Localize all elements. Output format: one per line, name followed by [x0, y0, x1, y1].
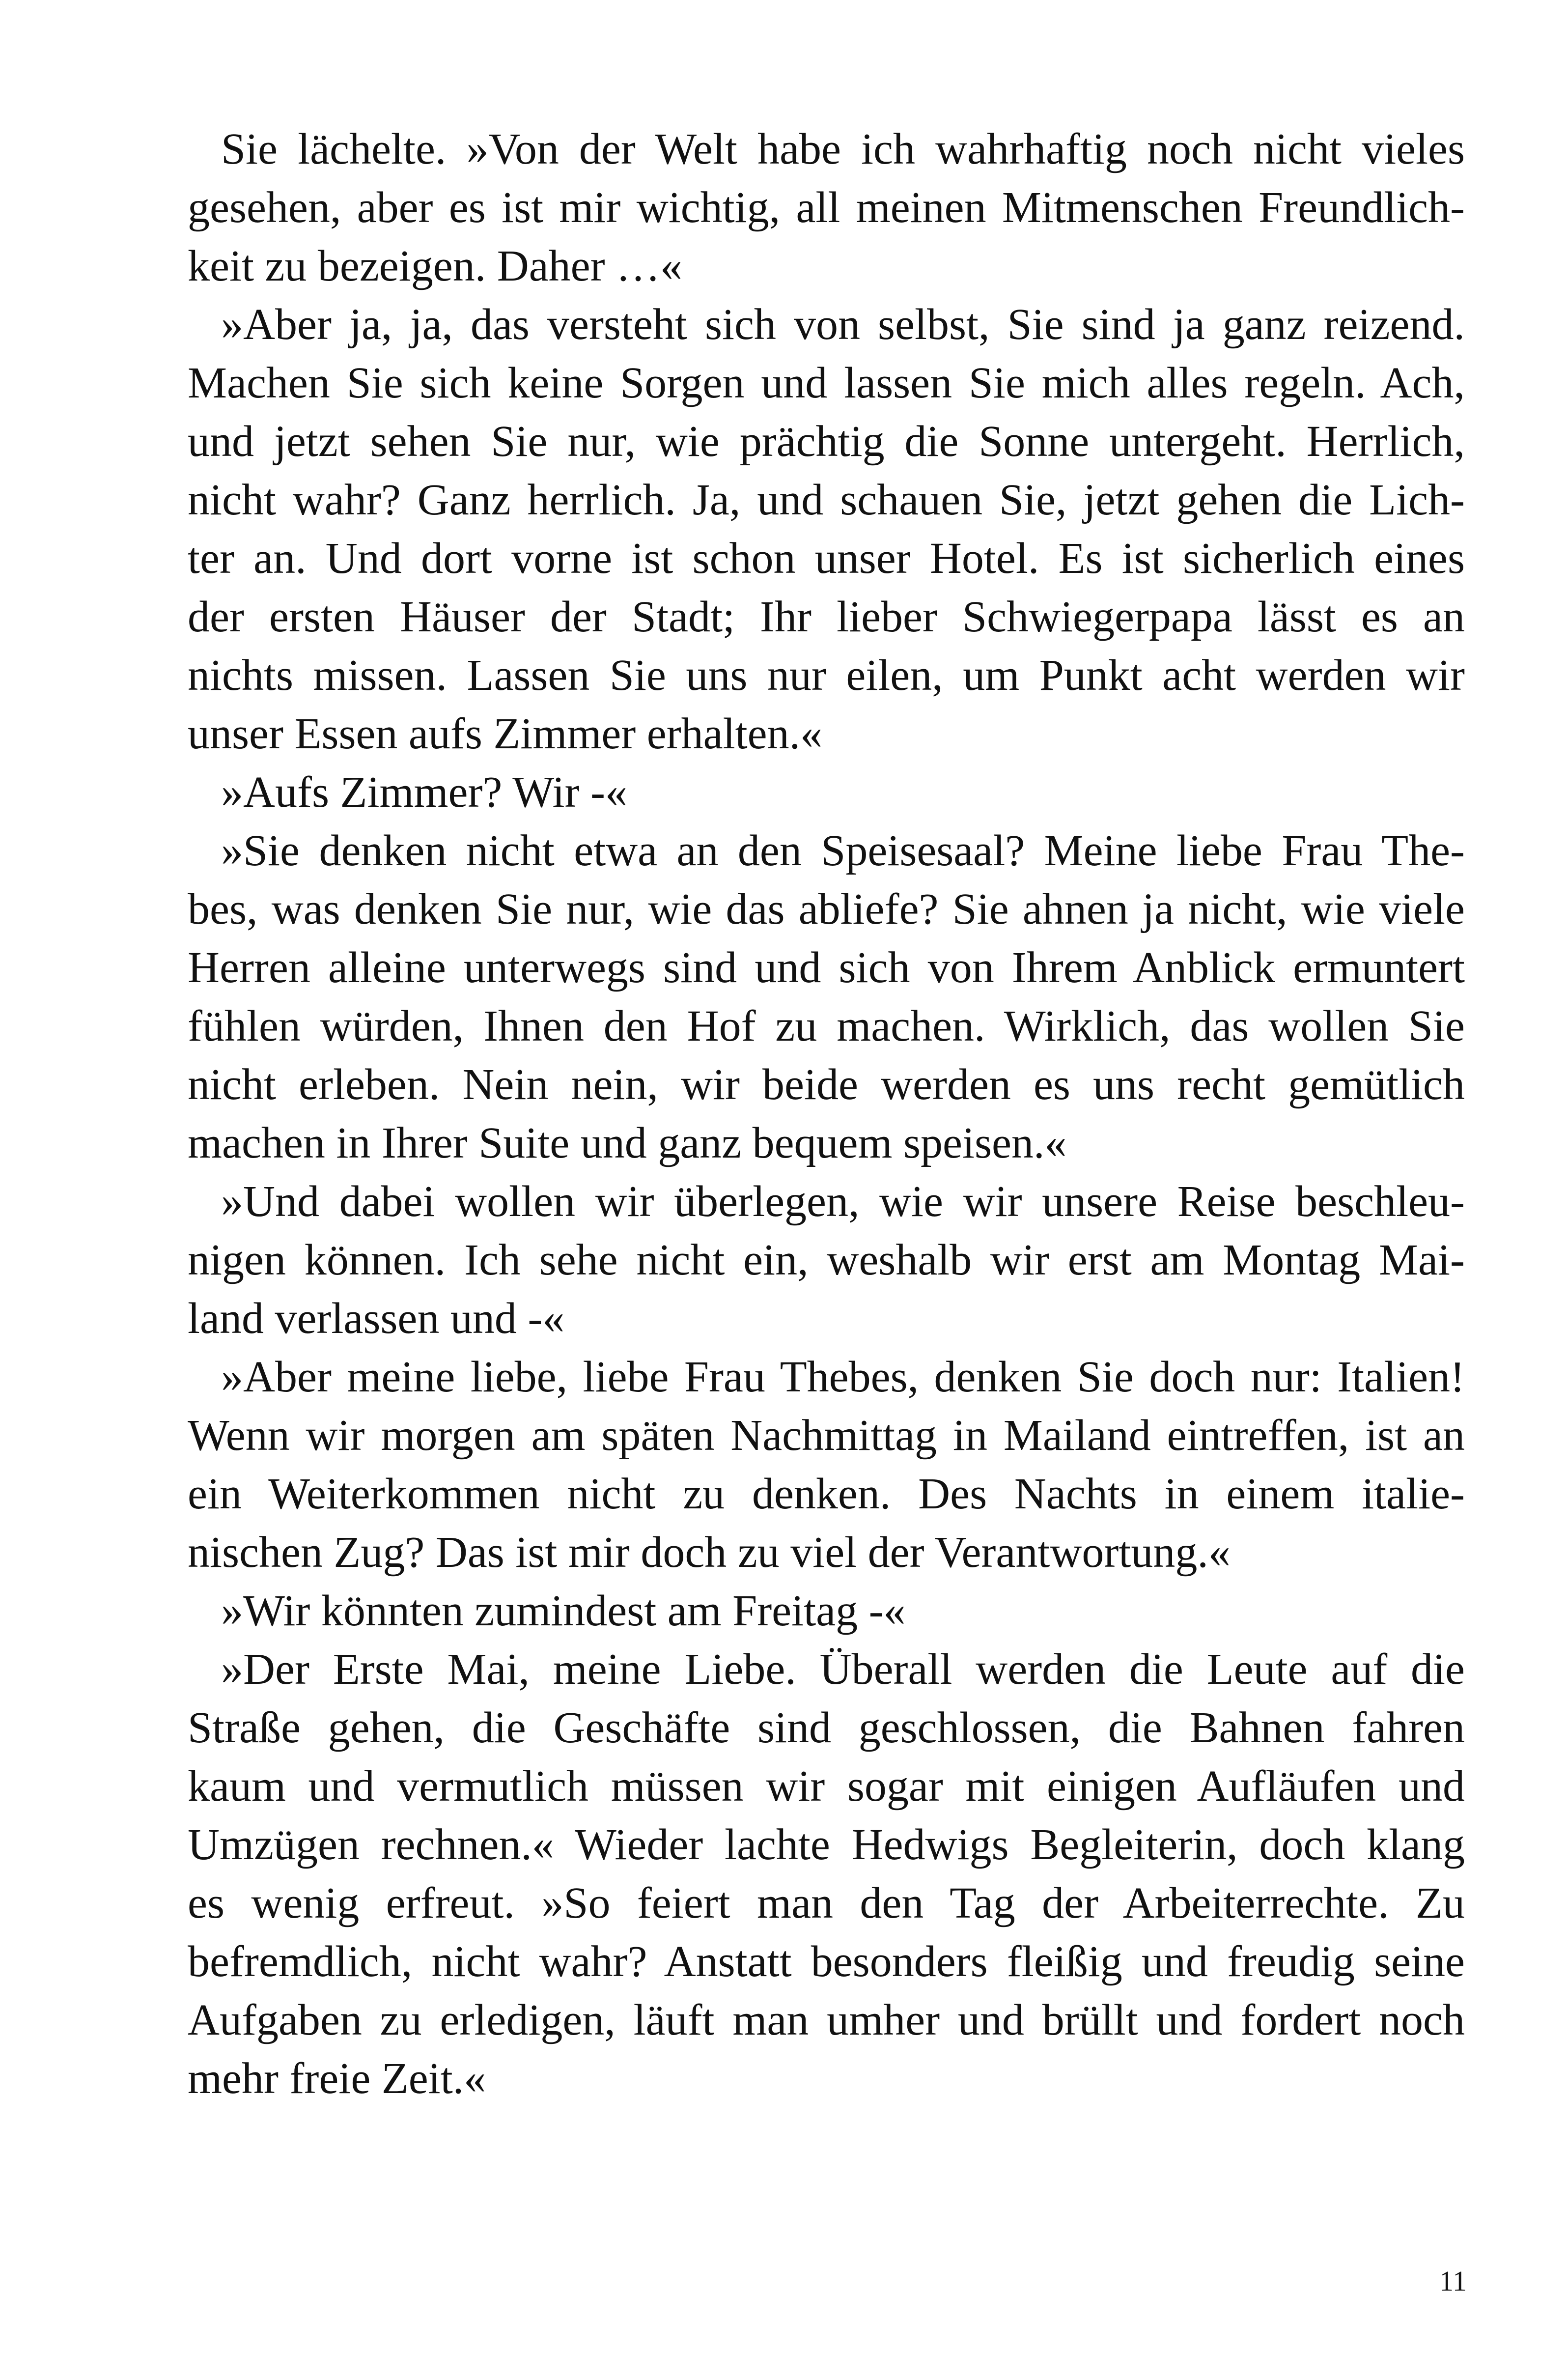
text-line: land verlassen und -« [188, 1294, 565, 1343]
text-line: mehr freie Zeit.« [188, 2054, 486, 2103]
text-line: Machen Sie sich keine Sorgen und lassen Sie mich alles regeln. Ach, [188, 359, 1465, 407]
text-line: »Der Erste Mai, meine Liebe. Überall werden die Leute auf die [221, 1645, 1465, 1694]
body-text [188, 120, 1465, 2108]
text-line: »Und dabei wollen wir überlegen, wie wir unsere Reise beschleu- [221, 1177, 1465, 1226]
text-line: Sie lächelte. »Von der Welt habe ich wahrhaftig noch nicht vieles [221, 125, 1465, 173]
text-line: nichts missen. Lassen Sie uns nur eilen, um Punkt acht werden wir [188, 651, 1465, 700]
text-line: es wenig erfreut. »So feiert man den Tag der Arbeiterrechte. Zu [188, 1879, 1465, 1927]
text-line: nigen können. Ich sehe nicht ein, weshalb wir erst am Montag Mai- [188, 1236, 1465, 1284]
text-line: Herren alleine unterwegs sind und sich von Ihrem Anblick ermuntert [188, 943, 1465, 992]
text-line: nicht wahr? Ganz herrlich. Ja, und schauen Sie, jetzt gehen die Lich- [188, 476, 1465, 524]
text-line: machen in Ihrer Suite und ganz bequem speisen.« [188, 1119, 1067, 1167]
text-line: »Wir könnten zumindest am Freitag -« [221, 1587, 906, 1635]
text-line: Umzügen rechnen.« Wieder lachte Hedwigs Begleiterin, doch klang [188, 1820, 1465, 1869]
text-line: »Sie denken nicht etwa an den Speisesaal? Meine liebe Frau The- [221, 826, 1465, 875]
text-line: bes, was denken Sie nur, wie das abliefe? Sie ahnen ja nicht, wie viele [188, 885, 1465, 934]
text-line: gesehen, aber es ist mir wichtig, all meinen Mitmenschen Freundlich- [188, 183, 1465, 232]
text-line: ein Weiterkommen nicht zu denken. Des Nachts in einem italie- [188, 1470, 1465, 1518]
text-line: Aufgaben zu erledigen, läuft man umher und brüllt und fordert noch [188, 1996, 1465, 2044]
page-number: 11 [1439, 2265, 1467, 2297]
text-line: fühlen würden, Ihnen den Hof zu machen. Wirklich, das wollen Sie [188, 1002, 1465, 1050]
text-line: unser Essen aufs Zimmer erhalten.« [188, 709, 823, 758]
text-line: keit zu bezeigen. Daher …« [188, 242, 683, 290]
text-line: ter an. Und dort vorne ist schon unser Hotel. Es ist sicherlich eines [188, 534, 1465, 583]
text-line: Wenn wir morgen am späten Nachmittag in Mailand eintreffen, ist an [188, 1411, 1465, 1460]
text-line: und jetzt sehen Sie nur, wie prächtig die Sonne untergeht. Herrlich, [188, 417, 1465, 466]
text-line: kaum und vermutlich müssen wir sogar mit einigen Aufläufen und [188, 1762, 1465, 1811]
text-line: befremdlich, nicht wahr? Anstatt besonders fleißig und freudig seine [188, 1937, 1465, 1986]
text-line: nicht erleben. Nein nein, wir beide werden es uns recht gemütlich [188, 1060, 1465, 1109]
text-line: »Aufs Zimmer? Wir -« [221, 768, 628, 817]
text-line: der ersten Häuser der Stadt; Ihr lieber Schwiegerpapa lässt es an [188, 593, 1465, 641]
text-line: »Aber ja, ja, das versteht sich von selbst, Sie sind ja ganz reizend. [221, 300, 1465, 349]
text-line: »Aber meine liebe, liebe Frau Thebes, denken Sie doch nur: Italien! [221, 1353, 1465, 1401]
text-line: nischen Zug? Das ist mir doch zu viel der Verantwortung.« [188, 1528, 1231, 1577]
text-line: Straße gehen, die Geschäfte sind geschlossen, die Bahnen fahren [188, 1703, 1465, 1752]
